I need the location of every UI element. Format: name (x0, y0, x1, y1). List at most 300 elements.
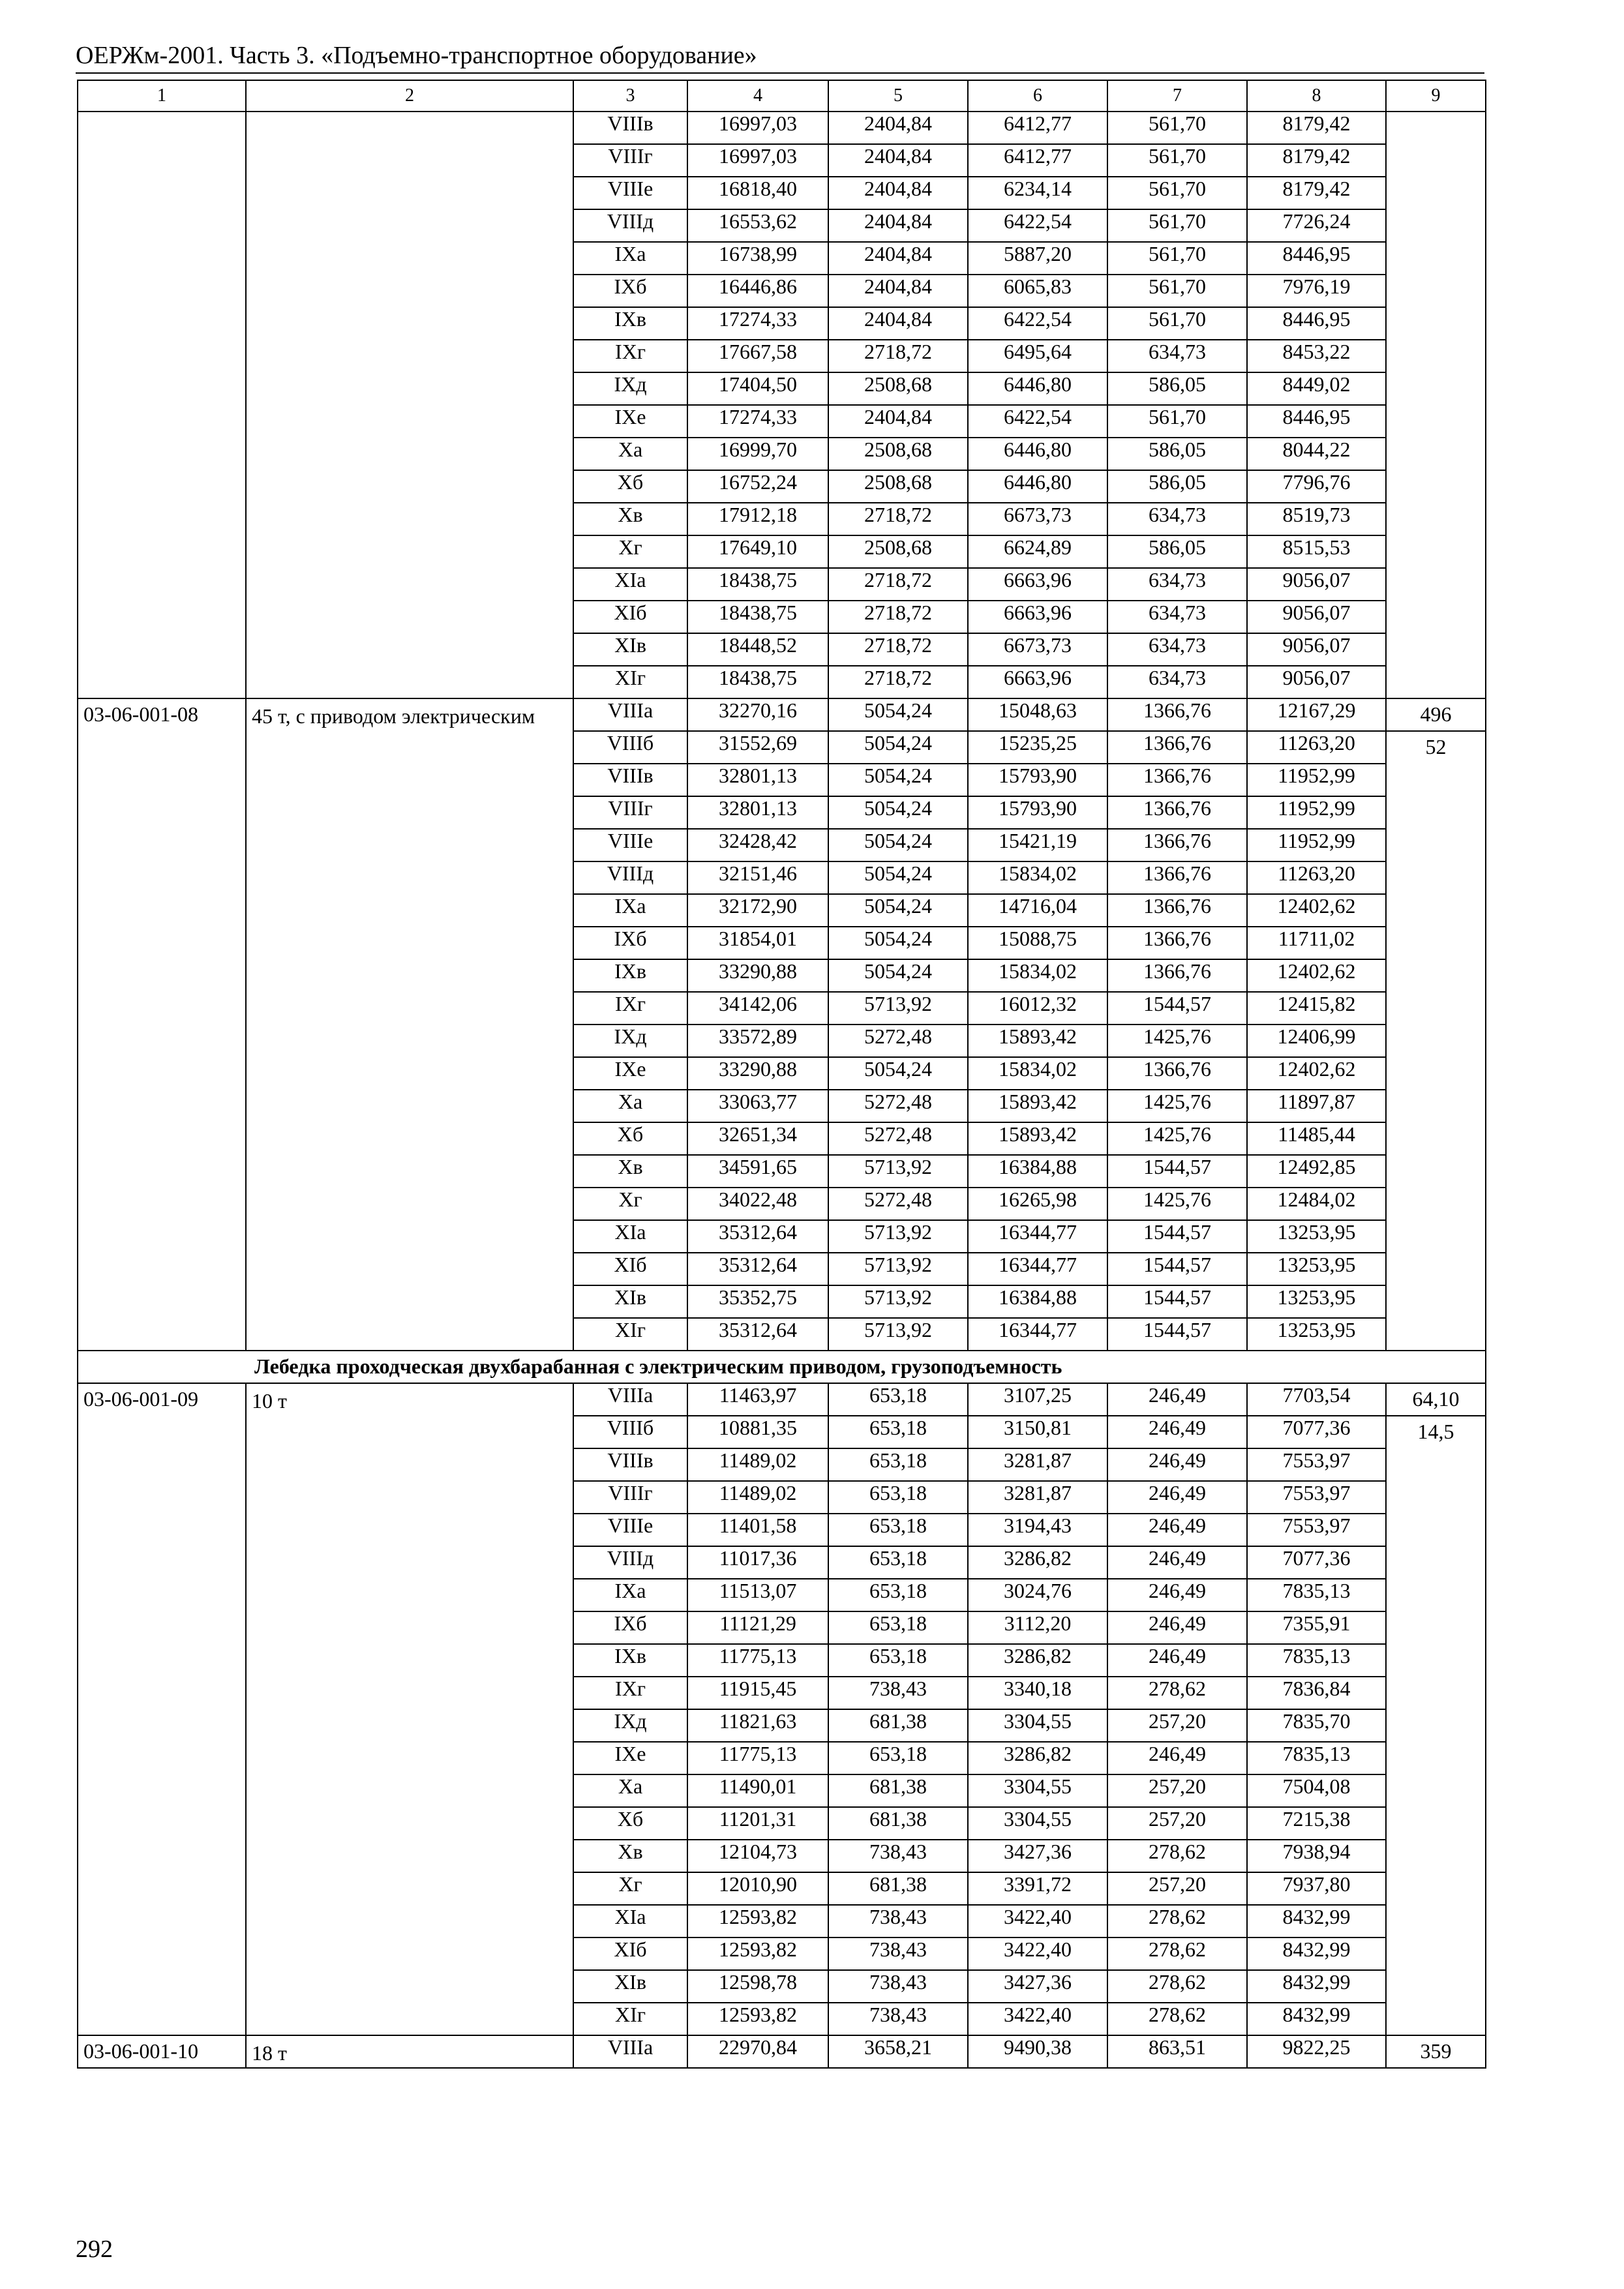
value-cell: 3286,82 (968, 1644, 1107, 1677)
value-cell: 1366,76 (1107, 764, 1247, 796)
value-cell: 33290,88 (687, 1057, 828, 1090)
region-zone-cell: Xб (573, 470, 687, 503)
value-cell: 5054,24 (828, 959, 968, 992)
value-cell: 246,49 (1107, 1416, 1247, 1448)
value-cell: 5713,92 (828, 992, 968, 1025)
value-cell: 653,18 (828, 1644, 968, 1677)
region-zone-cell: Xв (573, 1840, 687, 1872)
value-cell: 3658,21 (828, 2035, 968, 2068)
region-zone-cell: VIIIа (573, 2035, 687, 2068)
region-zone-cell: IXд (573, 1709, 687, 1742)
value-cell: 681,38 (828, 1872, 968, 1905)
value-cell: 8446,95 (1247, 405, 1386, 438)
value-cell: 2404,84 (828, 209, 968, 242)
value-cell: 2404,84 (828, 307, 968, 340)
rate-code (78, 112, 246, 698)
value-cell: 22970,84 (687, 2035, 828, 2068)
value-cell: 11401,58 (687, 1514, 828, 1546)
value-cell: 2404,84 (828, 242, 968, 275)
value-cell: 634,73 (1107, 601, 1247, 633)
table-body (78, 80, 1486, 2068)
value-cell: 16265,98 (968, 1188, 1107, 1220)
value-cell: 34591,65 (687, 1155, 828, 1188)
value-cell: 7938,94 (1247, 1840, 1386, 1872)
value-cell: 1544,57 (1107, 1220, 1247, 1253)
value-cell: 32801,13 (687, 796, 828, 829)
value-cell: 2718,72 (828, 633, 968, 666)
value-cell: 738,43 (828, 1840, 968, 1872)
region-zone-cell: IXг (573, 1677, 687, 1709)
value-cell: 12593,82 (687, 1937, 828, 1970)
value-cell: 1544,57 (1107, 1318, 1247, 1351)
value-cell: 7976,19 (1247, 275, 1386, 307)
section-heading-row (78, 1351, 1486, 1383)
value-cell: 8449,02 (1247, 372, 1386, 405)
value-cell: 5272,48 (828, 1025, 968, 1057)
value-cell: 3194,43 (968, 1514, 1107, 1546)
value-cell: 18438,75 (687, 601, 828, 633)
value-cell: 3422,40 (968, 2003, 1107, 2035)
value-cell: 2508,68 (828, 438, 968, 470)
value-cell: 17667,58 (687, 340, 828, 372)
value-cell: 7553,97 (1247, 1448, 1386, 1481)
table-row (78, 1383, 1486, 1416)
value-cell: 3340,18 (968, 1677, 1107, 1709)
value-cell: 32270,16 (687, 698, 828, 731)
value-cell: 9822,25 (1247, 2035, 1386, 2068)
rates-table (77, 80, 1486, 2069)
region-zone-cell: VIIIв (573, 1448, 687, 1481)
value-cell: 35312,64 (687, 1220, 828, 1253)
value-cell: 7726,24 (1247, 209, 1386, 242)
value-cell: 17274,33 (687, 307, 828, 340)
rate-code: 03-06-001-10 (78, 2035, 246, 2068)
value-cell: 5054,24 (828, 796, 968, 829)
value-cell: 1366,76 (1107, 927, 1247, 959)
value-cell: 5713,92 (828, 1253, 968, 1285)
region-zone-cell: IXв (573, 959, 687, 992)
value-cell: 681,38 (828, 1774, 968, 1807)
value-cell: 5887,20 (968, 242, 1107, 275)
value-cell: 738,43 (828, 1905, 968, 1937)
value-cell: 6422,54 (968, 209, 1107, 242)
value-cell: 1366,76 (1107, 731, 1247, 764)
column-header: 2 (246, 80, 573, 112)
value-cell: 3281,87 (968, 1448, 1107, 1481)
region-zone-cell: XIв (573, 1970, 687, 2003)
value-cell: 246,49 (1107, 1579, 1247, 1611)
value-cell: 6446,80 (968, 470, 1107, 503)
region-zone-cell: XIг (573, 2003, 687, 2035)
value-cell: 9056,07 (1247, 633, 1386, 666)
value-cell: 8432,99 (1247, 1905, 1386, 1937)
value-cell: 3391,72 (968, 1872, 1107, 1905)
value-cell: 12593,82 (687, 2003, 828, 2035)
value-cell: 7835,13 (1247, 1742, 1386, 1774)
table-row (78, 698, 1486, 731)
rate-code: 03-06-001-08 (78, 698, 246, 1351)
value-cell: 2718,72 (828, 568, 968, 601)
value-cell: 5054,24 (828, 764, 968, 796)
value-cell: 7553,97 (1247, 1514, 1386, 1546)
region-zone-cell: XIг (573, 1318, 687, 1351)
value-cell: 16344,77 (968, 1253, 1107, 1285)
value-cell: 561,70 (1107, 242, 1247, 275)
value-cell: 3281,87 (968, 1481, 1107, 1514)
value-cell: 11121,29 (687, 1611, 828, 1644)
value-cell: 3427,36 (968, 1970, 1107, 2003)
value-cell: 246,49 (1107, 1611, 1247, 1644)
value-cell: 12402,62 (1247, 959, 1386, 992)
value-cell: 11952,99 (1247, 829, 1386, 861)
value-cell: 246,49 (1107, 1481, 1247, 1514)
region-zone-cell: Xа (573, 1774, 687, 1807)
value-cell: 15793,90 (968, 764, 1107, 796)
region-zone-cell: Xв (573, 503, 687, 535)
value-cell: 5713,92 (828, 1318, 968, 1351)
value-cell: 11775,13 (687, 1742, 828, 1774)
region-zone-cell: VIIIе (573, 829, 687, 861)
value-cell: 246,49 (1107, 1644, 1247, 1677)
value-cell: 12492,85 (1247, 1155, 1386, 1188)
region-zone-cell: XIв (573, 1285, 687, 1318)
value-cell: 2404,84 (828, 177, 968, 209)
value-cell: 1366,76 (1107, 698, 1247, 731)
value-cell: 6422,54 (968, 405, 1107, 438)
value-cell: 2718,72 (828, 601, 968, 633)
value-cell: 561,70 (1107, 405, 1247, 438)
value-cell: 634,73 (1107, 666, 1247, 698)
value-cell: 5054,24 (828, 1057, 968, 1090)
value-cell: 11485,44 (1247, 1122, 1386, 1155)
value-cell: 1366,76 (1107, 796, 1247, 829)
value-cell: 12167,29 (1247, 698, 1386, 731)
value-cell: 561,70 (1107, 144, 1247, 177)
region-zone-cell: VIIIа (573, 698, 687, 731)
region-zone-cell: Xа (573, 438, 687, 470)
region-zone-cell: VIIIа (573, 1383, 687, 1416)
value-cell: 11489,02 (687, 1448, 828, 1481)
value-cell: 14716,04 (968, 894, 1107, 927)
value-cell: 11821,63 (687, 1709, 828, 1742)
value-cell: 1425,76 (1107, 1090, 1247, 1122)
region-zone-cell: Xг (573, 1872, 687, 1905)
value-cell: 6065,83 (968, 275, 1107, 307)
table-row (78, 112, 1486, 144)
value-cell: 2404,84 (828, 275, 968, 307)
region-zone-cell: XIб (573, 601, 687, 633)
value-cell: 15048,63 (968, 698, 1107, 731)
value-cell: 12406,99 (1247, 1025, 1386, 1057)
value-cell: 8179,42 (1247, 112, 1386, 144)
value-cell: 8446,95 (1247, 307, 1386, 340)
value-cell: 15893,42 (968, 1090, 1107, 1122)
value-cell: 12484,02 (1247, 1188, 1386, 1220)
value-cell: 7836,84 (1247, 1677, 1386, 1709)
value-cell: 13253,95 (1247, 1220, 1386, 1253)
region-zone-cell: VIIIд (573, 861, 687, 894)
value-cell: 561,70 (1107, 177, 1247, 209)
value-cell: 15834,02 (968, 1057, 1107, 1090)
value-cell: 13253,95 (1247, 1253, 1386, 1285)
region-zone-cell: XIа (573, 568, 687, 601)
table-row (78, 2035, 1486, 2068)
region-zone-cell: IXв (573, 307, 687, 340)
value-cell: 34022,48 (687, 1188, 828, 1220)
value-cell: 12415,82 (1247, 992, 1386, 1025)
region-zone-cell: VIIIе (573, 1514, 687, 1546)
value-cell: 6624,89 (968, 535, 1107, 568)
rates-table-container (77, 80, 1486, 2069)
value-cell: 561,70 (1107, 307, 1247, 340)
value-cell: 15088,75 (968, 927, 1107, 959)
value-cell: 17649,10 (687, 535, 828, 568)
region-zone-cell: VIIIв (573, 112, 687, 144)
value-cell: 8179,42 (1247, 177, 1386, 209)
value-cell: 1544,57 (1107, 1253, 1247, 1285)
rate-name: 10 т (246, 1383, 573, 2035)
value-cell: 1425,76 (1107, 1188, 1247, 1220)
value-cell: 5272,48 (828, 1122, 968, 1155)
value-cell: 3107,25 (968, 1383, 1107, 1416)
value-cell: 6422,54 (968, 307, 1107, 340)
value-cell: 7703,54 (1247, 1383, 1386, 1416)
value-cell: 5054,24 (828, 894, 968, 927)
value-cell: 2718,72 (828, 503, 968, 535)
value-cell: 681,38 (828, 1807, 968, 1840)
value-cell: 32151,46 (687, 861, 828, 894)
region-zone-cell: IXг (573, 340, 687, 372)
region-zone-cell: IXе (573, 405, 687, 438)
value-cell: 738,43 (828, 1677, 968, 1709)
value-cell: 653,18 (828, 1448, 968, 1481)
value-cell: 9490,38 (968, 2035, 1107, 2068)
value-cell: 12402,62 (1247, 1057, 1386, 1090)
value-cell: 3304,55 (968, 1807, 1107, 1840)
page-number: 292 (76, 2236, 113, 2263)
value-cell: 33290,88 (687, 959, 828, 992)
value-cell: 12593,82 (687, 1905, 828, 1937)
value-cell: 5713,92 (828, 1220, 968, 1253)
value-cell: 31854,01 (687, 927, 828, 959)
region-zone-cell: XIв (573, 633, 687, 666)
value-cell: 6412,77 (968, 112, 1107, 144)
value-cell: 586,05 (1107, 372, 1247, 405)
region-zone-cell: VIIIд (573, 209, 687, 242)
value-cell: 6234,14 (968, 177, 1107, 209)
value-cell: 12104,73 (687, 1840, 828, 1872)
value-cell: 3422,40 (968, 1905, 1107, 1937)
column-header: 9 (1386, 80, 1486, 112)
value-cell: 15421,19 (968, 829, 1107, 861)
region-zone-cell: VIIIг (573, 796, 687, 829)
value-cell: 278,62 (1107, 2003, 1247, 2035)
resource-value-cell: 64,10 (1386, 1383, 1486, 1416)
value-cell: 12598,78 (687, 1970, 828, 2003)
value-cell: 634,73 (1107, 503, 1247, 535)
value-cell: 5054,24 (828, 829, 968, 861)
column-header: 8 (1247, 80, 1386, 112)
region-zone-cell: IXа (573, 894, 687, 927)
value-cell: 8432,99 (1247, 1970, 1386, 2003)
value-cell: 2718,72 (828, 666, 968, 698)
page-header: ОЕРЖм-2001. Часть 3. «Подъемно-транспортное оборудование» (76, 42, 757, 69)
value-cell: 11489,02 (687, 1481, 828, 1514)
value-cell: 1544,57 (1107, 992, 1247, 1025)
value-cell: 5054,24 (828, 927, 968, 959)
value-cell: 8453,22 (1247, 340, 1386, 372)
region-zone-cell: XIб (573, 1937, 687, 1970)
value-cell: 653,18 (828, 1579, 968, 1611)
value-cell: 278,62 (1107, 1905, 1247, 1937)
value-cell: 16553,62 (687, 209, 828, 242)
value-cell: 8432,99 (1247, 1937, 1386, 1970)
value-cell: 586,05 (1107, 470, 1247, 503)
value-cell: 246,49 (1107, 1514, 1247, 1546)
value-cell: 11201,31 (687, 1807, 828, 1840)
value-cell: 278,62 (1107, 1840, 1247, 1872)
rate-code: 03-06-001-09 (78, 1383, 246, 2035)
region-zone-cell: IXе (573, 1742, 687, 1774)
value-cell: 18438,75 (687, 568, 828, 601)
value-cell: 1425,76 (1107, 1025, 1247, 1057)
value-cell: 634,73 (1107, 340, 1247, 372)
value-cell: 3286,82 (968, 1742, 1107, 1774)
value-cell: 278,62 (1107, 1677, 1247, 1709)
value-cell: 5272,48 (828, 1090, 968, 1122)
value-cell: 7077,36 (1247, 1416, 1386, 1448)
value-cell: 1366,76 (1107, 829, 1247, 861)
resource-value-cell: 496 (1386, 698, 1486, 731)
region-zone-cell: IXа (573, 242, 687, 275)
value-cell: 32428,42 (687, 829, 828, 861)
value-cell: 7835,70 (1247, 1709, 1386, 1742)
value-cell: 6446,80 (968, 438, 1107, 470)
value-cell: 11711,02 (1247, 927, 1386, 959)
value-cell: 246,49 (1107, 1448, 1247, 1481)
value-cell: 1544,57 (1107, 1285, 1247, 1318)
value-cell: 653,18 (828, 1481, 968, 1514)
value-cell: 16446,86 (687, 275, 828, 307)
value-cell: 2508,68 (828, 372, 968, 405)
value-cell: 653,18 (828, 1383, 968, 1416)
value-cell: 257,20 (1107, 1872, 1247, 1905)
value-cell: 15834,02 (968, 861, 1107, 894)
region-zone-cell: IXб (573, 275, 687, 307)
value-cell: 35312,64 (687, 1318, 828, 1351)
value-cell: 13253,95 (1247, 1318, 1386, 1351)
value-cell: 16344,77 (968, 1220, 1107, 1253)
rate-name: 45 т, с приводом электрическим (246, 698, 573, 1351)
value-cell: 7355,91 (1247, 1611, 1386, 1644)
value-cell: 3427,36 (968, 1840, 1107, 1872)
region-zone-cell: Xа (573, 1090, 687, 1122)
region-zone-cell: IXд (573, 372, 687, 405)
value-cell: 34142,06 (687, 992, 828, 1025)
region-zone-cell: VIIIд (573, 1546, 687, 1579)
value-cell: 8044,22 (1247, 438, 1386, 470)
resource-value-cell (1386, 112, 1486, 698)
value-cell: 11463,97 (687, 1383, 828, 1416)
value-cell: 17912,18 (687, 503, 828, 535)
value-cell: 11017,36 (687, 1546, 828, 1579)
value-cell: 1544,57 (1107, 1155, 1247, 1188)
value-cell: 653,18 (828, 1611, 968, 1644)
value-cell: 17404,50 (687, 372, 828, 405)
resource-value-cell: 359 (1386, 2035, 1486, 2068)
value-cell: 16012,32 (968, 992, 1107, 1025)
value-cell: 5713,92 (828, 1285, 968, 1318)
value-cell: 8446,95 (1247, 242, 1386, 275)
region-zone-cell: Xг (573, 535, 687, 568)
column-header: 6 (968, 80, 1107, 112)
header-divider (76, 72, 1484, 74)
rate-name (246, 112, 573, 698)
rate-name: 18 т (246, 2035, 573, 2068)
value-cell: 31552,69 (687, 731, 828, 764)
value-cell: 7796,76 (1247, 470, 1386, 503)
value-cell: 15893,42 (968, 1025, 1107, 1057)
region-zone-cell: Xб (573, 1122, 687, 1155)
value-cell: 11952,99 (1247, 764, 1386, 796)
value-cell: 7215,38 (1247, 1807, 1386, 1840)
region-zone-cell: IXб (573, 927, 687, 959)
value-cell: 586,05 (1107, 438, 1247, 470)
value-cell: 11952,99 (1247, 796, 1386, 829)
value-cell: 561,70 (1107, 275, 1247, 307)
value-cell: 33063,77 (687, 1090, 828, 1122)
value-cell: 8432,99 (1247, 2003, 1386, 2035)
section-heading: Лебедка проходческая двухбарабанная с электрическим приводом, грузоподъемность (78, 1351, 1486, 1383)
value-cell: 35352,75 (687, 1285, 828, 1318)
value-cell: 3304,55 (968, 1774, 1107, 1807)
value-cell: 738,43 (828, 1970, 968, 2003)
value-cell: 16384,88 (968, 1285, 1107, 1318)
value-cell: 6673,73 (968, 503, 1107, 535)
value-cell: 16738,99 (687, 242, 828, 275)
region-zone-cell: XIа (573, 1905, 687, 1937)
region-zone-cell: IXг (573, 992, 687, 1025)
value-cell: 6412,77 (968, 144, 1107, 177)
column-header: 5 (828, 80, 968, 112)
region-zone-cell: IXб (573, 1611, 687, 1644)
value-cell: 3286,82 (968, 1546, 1107, 1579)
value-cell: 16818,40 (687, 177, 828, 209)
value-cell: 863,51 (1107, 2035, 1247, 2068)
region-zone-cell: IXд (573, 1025, 687, 1057)
region-zone-cell: VIIIб (573, 1416, 687, 1448)
value-cell: 11263,20 (1247, 731, 1386, 764)
value-cell: 3112,20 (968, 1611, 1107, 1644)
region-zone-cell: IXа (573, 1579, 687, 1611)
value-cell: 11775,13 (687, 1644, 828, 1677)
value-cell: 3422,40 (968, 1937, 1107, 1970)
value-cell: 634,73 (1107, 568, 1247, 601)
value-cell: 246,49 (1107, 1383, 1247, 1416)
value-cell: 32651,34 (687, 1122, 828, 1155)
region-zone-cell: Xг (573, 1188, 687, 1220)
value-cell: 653,18 (828, 1514, 968, 1546)
value-cell: 9056,07 (1247, 666, 1386, 698)
value-cell: 5054,24 (828, 698, 968, 731)
value-cell: 18448,52 (687, 633, 828, 666)
value-cell: 7553,97 (1247, 1481, 1386, 1514)
value-cell: 11513,07 (687, 1579, 828, 1611)
value-cell: 5054,24 (828, 731, 968, 764)
region-zone-cell: VIIIг (573, 1481, 687, 1514)
column-header: 4 (687, 80, 828, 112)
value-cell: 257,20 (1107, 1774, 1247, 1807)
